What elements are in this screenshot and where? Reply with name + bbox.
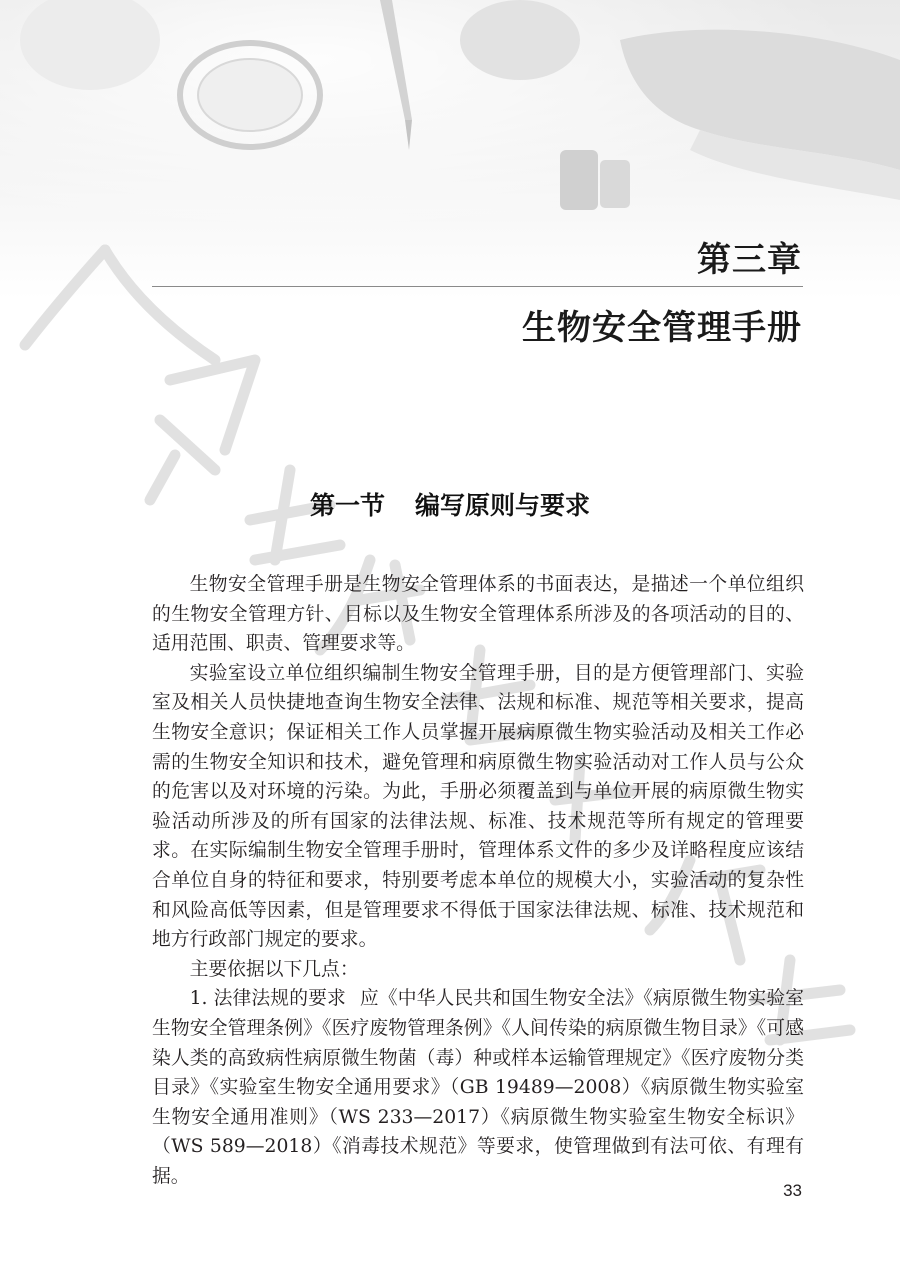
chapter-title: 生物安全管理手册 bbox=[522, 308, 802, 348]
paragraph: 生物安全管理手册是生物安全管理体系的书面表达，是描述一个单位组织的生物安全管理方针、目标以及生物安全管理体系所涉及的各项活动的目的、适用范围、职责、管理要求等。 bbox=[152, 574, 804, 655]
section-heading bbox=[0, 486, 900, 522]
paragraph: 实验室设立单位组织编制生物安全管理手册，目的是方便管理部门、实验室及相关人员快捷地查询生物安全法律、法规和标准、规范等相关要求，提高生物安全意识；保证相关工作人员掌握开展病原微生物实验活动及相关工作必需的生物安全知识和技术，避免管理和病原微生物实验活动对工作人员与公众的危害以及对环境的污染。为此，手册必须覆盖到与单位开展的病原微生物实验活动所涉及的所有国家的法律法规、标准、技术规范等所有规定的管理要求。在实际编制生物安全管理手册时，管理体系文件的多少及详略程度应该结合单位自身的特征和要求，特别要考虑本单位的规模大小，实验活动的复杂性和风险高低等因素，但是管理要求不得低于国家法律法规、标准、技术规范和地方行政部门规定的要求。 bbox=[152, 662, 804, 951]
list-item bbox=[152, 984, 804, 1191]
section-number: 第一节 bbox=[309, 491, 385, 520]
body-text bbox=[152, 570, 804, 1191]
chapter-number: 第三章 bbox=[697, 240, 802, 280]
section-title: 编写原则与要求 bbox=[415, 491, 591, 520]
chapter-divider bbox=[152, 286, 803, 287]
list-item-label: 1. 法律法规的要求 bbox=[189, 988, 346, 1010]
paragraph: 主要依据以下几点： bbox=[189, 958, 359, 980]
page-number: 33 bbox=[783, 1181, 802, 1200]
list-item-text: 应《中华人民共和国生物安全法》《病原微生物实验室生物安全管理条例》《医疗废物管理条例》《人间传染的病原微生物目录》《可感染人类的高致病性病原微生物菌（毒）种或样本运输管理规定》《医疗废物分类目录》《实验室生物安全通用要求》（GB 19489—2008）《病原微生物实验室生物安全通用准则》（WS 233—2017）《病原微生物实验室生物安全标识》（WS 589—2018）《消毒技术规范》等要求，使管理做到有法可依、有理有据。 bbox=[152, 988, 804, 1187]
